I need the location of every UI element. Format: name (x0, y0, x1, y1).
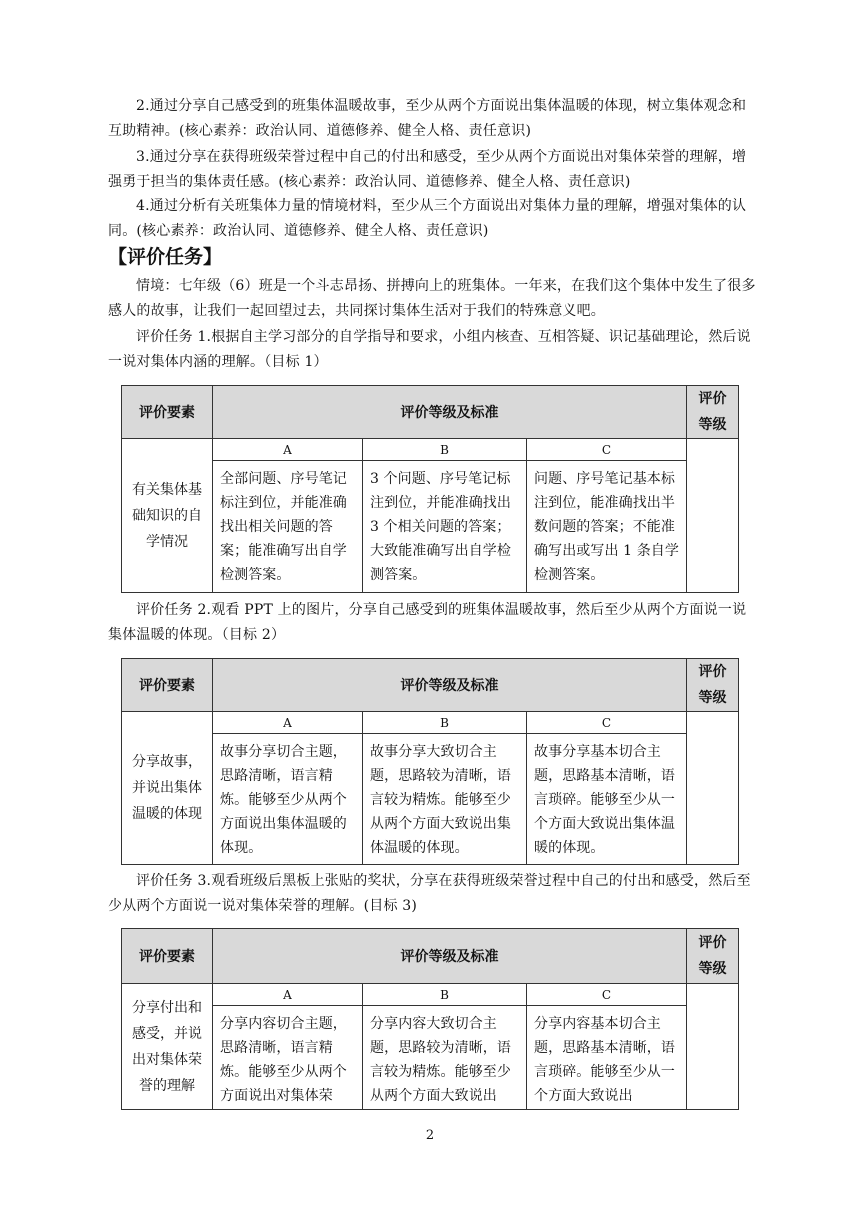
task-2-text: 评价任务 2.观看 PPT 上的图片，分享自己感受到的班集体温暖故事，然后至少从两个方面说一说集体温暖的体现。（目标 2） (108, 602, 747, 643)
table-3-criterion-a: 分享内容切合主题，思路清晰，语言精炼。能够至少从两个方面说出对集体荣 (213, 1006, 363, 1110)
grade-b: B (363, 712, 527, 734)
evaluation-table-2 (121, 658, 739, 865)
header-standard: 评价等级及标准 (213, 386, 687, 439)
header-level: 评价 等级 (687, 386, 739, 439)
level-cell (687, 439, 739, 593)
table-3-element: 分享付出和感受，并说出对集体荣誉的理解 (122, 984, 213, 1110)
header-element: 评价要素 (122, 929, 213, 984)
table-3-criterion-c: 分享内容基本切合主题，思路基本清晰，语言琐碎。能够至少从一个方面大致说出 (527, 1006, 687, 1110)
grade-a: A (213, 984, 363, 1006)
grade-c: C (527, 984, 687, 1006)
table-2-criterion-b: 故事分享大致切合主题，思路较为清晰，语言较为精炼。能够至少从两个方面大致说出集体温暖的体现。 (363, 734, 527, 865)
task-3-text: 评价任务 3.观看班级后黑板上张贴的奖状，分享在获得班级荣誉过程中自己的付出和感受，然后至少从两个方面说一说对集体荣誉的理解。(目标 3) (108, 873, 751, 914)
table-1-criterion-b: 3 个问题、序号笔记标注到位，并能准确找出 3 个相关问题的答案；大致能准确写出自学检测答案。 (363, 461, 527, 593)
table-2-criterion-c: 故事分享基本切合主题，思路基本清晰，语言琐碎。能够至少从一个方面大致说出集体温暖的体现。 (527, 734, 687, 865)
header-level: 评价 等级 (687, 929, 739, 984)
grade-c: C (527, 439, 687, 461)
grade-a: A (213, 712, 363, 734)
evaluation-table-3 (121, 928, 739, 1110)
grade-a: A (213, 439, 363, 461)
section-heading: 【评价任务】 (108, 246, 223, 268)
level-cell (687, 712, 739, 865)
header-standard: 评价等级及标准 (213, 659, 687, 712)
grade-b: B (363, 984, 527, 1006)
table-1-criterion-a: 全部问题、序号笔记标注到位，并能准确找出相关问题的答案；能准确写出自学检测答案。 (213, 461, 363, 593)
table-3-criterion-b: 分享内容大致切合主题，思路较为清晰，语言较为精炼。能够至少从两个方面大致说出 (363, 1006, 527, 1110)
table-2-criterion-a: 故事分享切合主题，思路清晰，语言精炼。能够至少从两个方面说出集体温暖的体现。 (213, 734, 363, 865)
situation-text: 情境：七年级（6）班是一个斗志昂扬、拼搏向上的班集体。一年来，在我们这个集体中发生了很多感人的故事，让我们一起回望过去，共同探讨集体生活对于我们的特殊意义吧。 (108, 278, 756, 319)
table-1-element: 有关集体基础知识的自学情况 (122, 439, 213, 593)
grade-b: B (363, 439, 527, 461)
header-standard: 评价等级及标准 (213, 929, 687, 984)
grade-c: C (527, 712, 687, 734)
header-element: 评价要素 (122, 386, 213, 439)
header-level: 评价 等级 (687, 659, 739, 712)
level-cell (687, 984, 739, 1110)
table-2-element: 分享故事，并说出集体温暖的体现 (122, 712, 213, 865)
page-number: 2 (425, 1128, 435, 1143)
table-1-criterion-c: 问题、序号笔记基本标注到位，能准确找出半数问题的答案；不能准确写出或写出 1 条自学检测答案。 (527, 461, 687, 593)
task-1-text: 评价任务 1.根据自主学习部分的自学指导和要求，小组内核查、互相答疑、识记基础理论，然后说一说对集体内涵的理解。（目标 1） (108, 329, 751, 370)
goal-4: 4.通过分析有关班集体力量的情境材料，至少从三个方面说出对集体力量的理解，增强对集体的认同。(核心素养：政治认同、道德修养、健全人格、责任意识) (108, 198, 747, 239)
goal-2: 2.通过分享自己感受到的班集体温暖故事，至少从两个方面说出集体温暖的体现，树立集体观念和互助精神。(核心素养：政治认同、道德修养、健全人格、责任意识) (108, 98, 747, 139)
evaluation-table-1 (121, 385, 739, 593)
header-element: 评价要素 (122, 659, 213, 712)
goal-3: 3.通过分享在获得班级荣誉过程中自己的付出和感受，至少从两个方面说出对集体荣誉的理解，增强勇于担当的集体责任感。(核心素养：政治认同、道德修养、健全人格、责任意识) (108, 149, 747, 190)
